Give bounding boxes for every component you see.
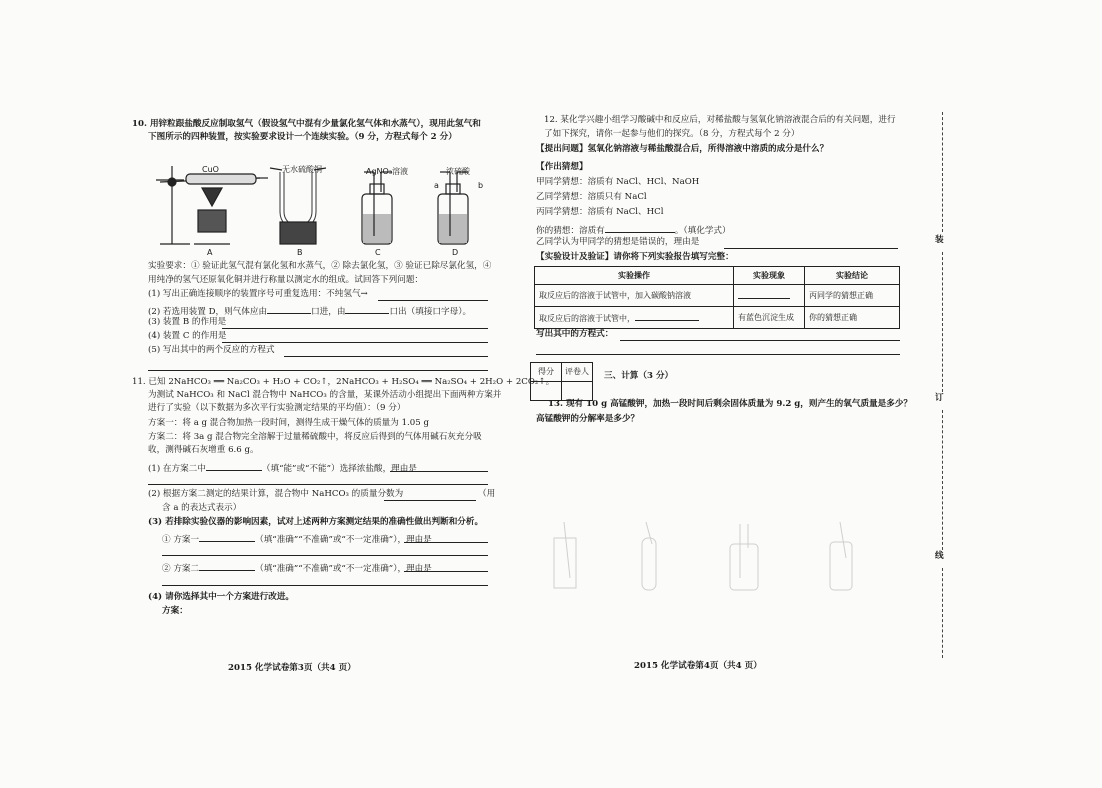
q10-part5: (5) 写出其中的两个反应的方程式 bbox=[148, 345, 275, 355]
answer-blank[interactable] bbox=[345, 304, 389, 314]
answer-blank[interactable] bbox=[148, 370, 488, 371]
q11-sub2-b: （用 bbox=[478, 489, 496, 499]
table-cell: 你的猜想正确 bbox=[805, 307, 900, 329]
answer-blank[interactable] bbox=[635, 311, 699, 321]
q10-requirements-cont: 用纯净的氢气还原氧化铜并进行称量以测定水的组成。试回答下列问题： bbox=[148, 275, 424, 285]
table-cell: 取反应后的溶液于试管中，加入碳酸钠溶液 bbox=[535, 285, 734, 307]
q12-your-guess bbox=[536, 223, 731, 237]
binding-xian: 线 bbox=[935, 551, 944, 561]
answer-blank[interactable] bbox=[162, 555, 488, 556]
q11-sub1-b: （填“能”或“不能”）选择浓盐酸，理由是 bbox=[261, 464, 417, 474]
answer-blank[interactable] bbox=[284, 356, 488, 357]
table-row bbox=[535, 307, 900, 329]
section-3-title: 三、计算（3 分） bbox=[604, 371, 674, 381]
q12-your-guess-a: 你的猜想：溶质有 bbox=[536, 226, 605, 236]
left-footer: 2015 化学试卷第3页（共4 页） bbox=[228, 663, 356, 673]
label-anhydrous-cuso4: 无水硫酸铜 bbox=[282, 165, 322, 174]
score-label: 得分 bbox=[531, 363, 562, 382]
label-c: C bbox=[375, 248, 381, 257]
q12-guess-jia: 甲同学猜想：溶质有 NaCl、HCl、NaOH bbox=[536, 177, 700, 187]
q10-requirements: 实验要求：① 验证此氢气混有氯化氢和水蒸气，② 除去氯化氢，③ 验证已除尽氯化氢，④ bbox=[148, 261, 492, 271]
answer-blank[interactable] bbox=[148, 484, 488, 485]
right-exam-page bbox=[536, 0, 1102, 788]
answer-blank[interactable] bbox=[536, 354, 900, 355]
q11-line1: 11. 已知 2NaHCO₃ ══ Na₂CO₃ + H₂O + CO₂↑，2NaHCO₃ + H₂SO₄ ══ Na₂SO₄ + 2H₂O + 2CO₂↑。 bbox=[132, 377, 555, 387]
answer-blank[interactable] bbox=[199, 561, 255, 571]
answer-blank[interactable] bbox=[162, 585, 488, 586]
q11-sub4: (4) 请你选择其中一个方案进行改进。 bbox=[148, 592, 295, 602]
q11-sub3-a-label: ① 方案一 bbox=[162, 535, 200, 545]
answer-blank[interactable] bbox=[199, 532, 255, 542]
table-cell: 有蓝色沉淀生成 bbox=[734, 307, 805, 329]
answer-blank[interactable] bbox=[404, 571, 488, 572]
answer-blank[interactable] bbox=[384, 500, 476, 501]
answer-blank[interactable] bbox=[378, 300, 488, 301]
q12-guess-yi: 乙同学猜想：溶质只有 NaCl bbox=[536, 192, 647, 202]
q12-equation: 写出其中的方程式： bbox=[536, 329, 614, 339]
q11-plan-label: 方案： bbox=[162, 606, 188, 616]
table-row bbox=[535, 285, 900, 307]
score-box bbox=[530, 362, 593, 401]
answer-blank[interactable] bbox=[222, 342, 488, 343]
q10-part2-b: 口进，由 bbox=[311, 307, 346, 317]
q11-sub2-c: 含 a 的表达式表示） bbox=[162, 503, 242, 513]
q11-sub3-b-hint: （填“准确”“不准确”或“不一定准确”），理由是 bbox=[255, 564, 432, 574]
q10-part3: (3) 装置 B 的作用是 bbox=[148, 317, 227, 327]
answer-blank[interactable] bbox=[605, 223, 675, 233]
label-h2so4: 浓硫酸 bbox=[446, 167, 470, 176]
q13-line2: 高锰酸钾的分解率是多少？ bbox=[536, 414, 640, 424]
q10-part2-a: (2) 若选用装置 D，则气体应由 bbox=[148, 307, 268, 317]
q10-title-cont: 下图所示的四种装置，按实验要求设计一个连续实验。（9 分，方程式每个 2 分） bbox=[148, 132, 457, 142]
table-header: 实验现象 bbox=[734, 267, 805, 285]
binding-line bbox=[942, 252, 943, 392]
answer-blank[interactable] bbox=[390, 471, 488, 472]
table-cell[interactable] bbox=[734, 285, 805, 307]
q11-sub3: (3) 若排除实验仪器的影响因素，试对上述两种方案测定结果的准确性做出判断和分析。 bbox=[148, 517, 484, 527]
table-cell-text: 取反应后的溶液于试管中， bbox=[539, 314, 635, 324]
table-header-row bbox=[535, 267, 900, 285]
q12-design-head: 【实验设计及验证】请你将下列实验报告填写完整： bbox=[536, 252, 734, 262]
q10-part2-c: 口出（填接口字母）。 bbox=[389, 307, 472, 317]
binding-line bbox=[942, 568, 943, 658]
answer-blank[interactable] bbox=[206, 461, 262, 471]
score-cell[interactable] bbox=[531, 382, 562, 401]
label-port-a: a bbox=[434, 181, 439, 190]
q12-problem: 【提出问题】氢氧化钠溶液与稀盐酸混合后，所得溶液中溶质的成分是什么？ bbox=[536, 144, 829, 154]
q12-wrong-reason: 乙同学认为甲同学的猜想是错误的，理由是 bbox=[536, 237, 700, 247]
q12-line1: 12. 某化学兴趣小组学习酸碱中和反应后，对稀盐酸与氢氧化钠溶液混合后的有关问题，进行 bbox=[544, 115, 896, 125]
q12-guess-bing: 丙同学猜想：溶质有 NaCl、HCl bbox=[536, 207, 664, 217]
q11-plan1: 方案一：将 a g 混合物加热一段时间，测得生成干燥气体的质量为 1.05 g bbox=[148, 418, 429, 428]
q10-part1: (1) 写出正确连接顺序的装置序号可重复选用：不纯氢气→ bbox=[148, 289, 368, 299]
label-agno3: AgNO₃溶液 bbox=[366, 167, 409, 176]
label-a: A bbox=[207, 248, 213, 257]
table-header: 实验结论 bbox=[805, 267, 900, 285]
q12-hypothesis-head: 【作出猜想】 bbox=[536, 162, 588, 172]
label-d: D bbox=[452, 248, 459, 257]
label-cuo: CuO bbox=[202, 165, 219, 174]
right-footer: 2015 化学试卷第4页（共4 页） bbox=[634, 661, 762, 671]
table-cell: 丙同学的猜想正确 bbox=[805, 285, 900, 307]
q10-title: 10. 用锌粒跟盐酸反应制取氢气（假设氢气中混有少量氯化氢气体和水蒸气），现用此氢气和 bbox=[132, 119, 481, 129]
label-port-b: b bbox=[478, 181, 484, 190]
q11-sub3-b-label: ② 方案二 bbox=[162, 564, 200, 574]
answer-blank[interactable] bbox=[222, 328, 488, 329]
experiment-table bbox=[534, 266, 900, 329]
table-cell bbox=[535, 307, 734, 329]
q10-part2 bbox=[148, 304, 471, 318]
binding-line bbox=[942, 410, 943, 550]
answer-blank[interactable] bbox=[724, 248, 898, 249]
q11-line3: 进行了实验（以下数据为多次平行实验测定结果的平均值）：（9 分） bbox=[148, 403, 406, 413]
grader-cell[interactable] bbox=[562, 382, 593, 401]
binding-ding: 订 bbox=[935, 393, 944, 403]
table-header: 实验操作 bbox=[535, 267, 734, 285]
grader-label: 评卷人 bbox=[562, 363, 593, 382]
q12-your-guess-b: 。（填化学式） bbox=[674, 226, 731, 236]
q11-sub3-a bbox=[162, 532, 432, 546]
answer-blank[interactable] bbox=[620, 340, 900, 341]
q13-line1: 13. 现有 10 g 高锰酸钾，加热一段时间后剩余固体质量为 9.2 g，则产生的氧气质量是多少？ bbox=[548, 399, 913, 409]
label-b: B bbox=[297, 248, 303, 257]
q11-sub3-a-hint: （填“准确”“不准确”或“不一定准确”），理由是 bbox=[255, 535, 432, 545]
q11-plan2-cont: 收，测得碱石灰增重 6.6 g。 bbox=[148, 445, 259, 455]
answer-blank[interactable] bbox=[267, 304, 311, 314]
q10-part4: (4) 装置 C 的作用是 bbox=[148, 331, 227, 341]
q11-line2: 为测试 NaHCO₃ 和 NaCl 混合物中 NaHCO₃ 的含量，某课外活动小组提出下面两种方案并 bbox=[148, 390, 502, 400]
q11-sub3-b bbox=[162, 561, 432, 575]
q12-line2: 了如下探究，请你一起参与他们的探究。（8 分，方程式每个 2 分） bbox=[544, 129, 800, 139]
q11-plan2: 方案二：将 3a g 混合物完全溶解于过量稀硫酸中，将反应后得到的气体用碱石灰充分吸 bbox=[148, 432, 482, 442]
binding-line bbox=[942, 112, 943, 232]
q11-sub2: (2) 根据方案二测定的结果计算，混合物中 NaHCO₃ 的质量分数为 bbox=[148, 489, 404, 499]
binding-zhuang: 装 bbox=[935, 235, 944, 245]
answer-blank[interactable] bbox=[404, 542, 488, 543]
bleed-through-figure bbox=[534, 518, 884, 598]
q11-sub1 bbox=[148, 461, 417, 475]
q11-sub1-a: (1) 在方案二中 bbox=[148, 464, 206, 474]
